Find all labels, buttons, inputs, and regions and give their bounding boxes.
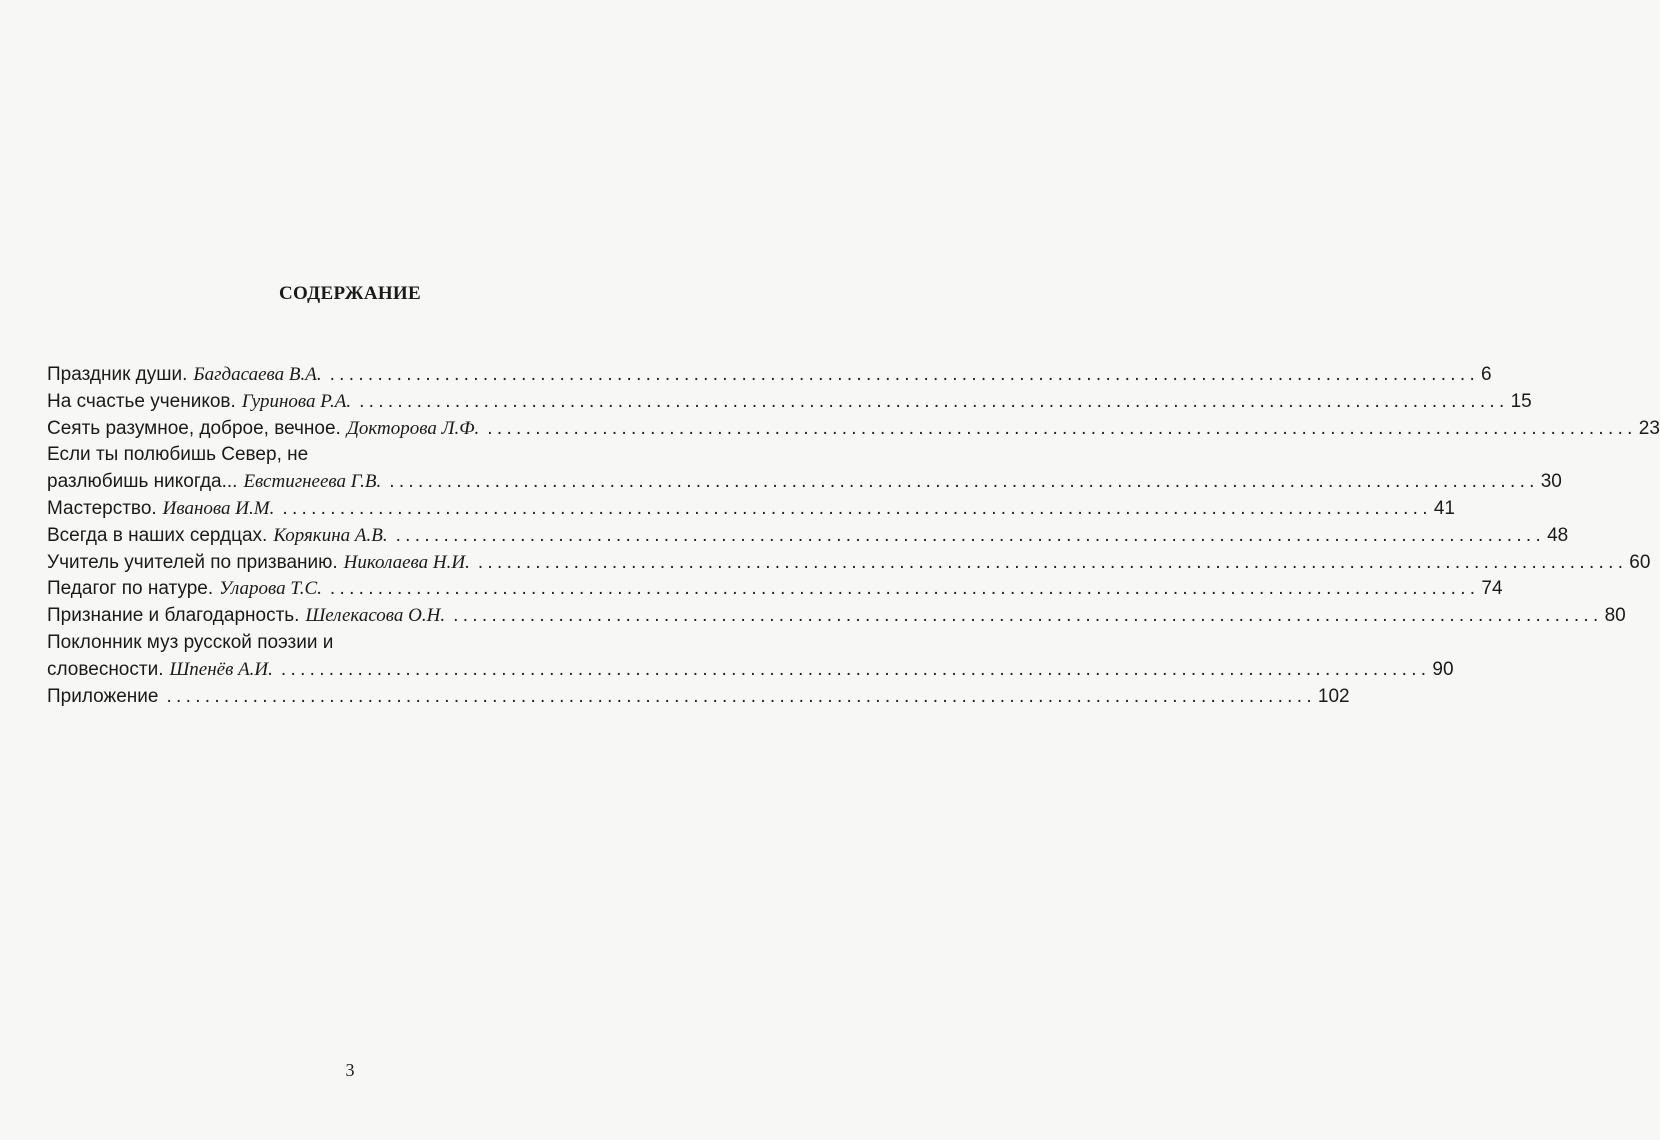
entry-author: Иванова И.М. bbox=[162, 497, 275, 519]
entry-author: Евстигнеева Г.В. bbox=[243, 471, 382, 493]
toc-entry bbox=[47, 362, 1492, 389]
dot-leader: ........................................................................................................................ bbox=[477, 551, 1628, 573]
entry-author: Гуринова Р.А. bbox=[241, 390, 352, 412]
toc-entry-first-line bbox=[47, 442, 657, 469]
entry-author: Шелекасова О.Н. bbox=[305, 605, 446, 627]
entry-page-number: 102 bbox=[1317, 685, 1350, 707]
entry-title: Признание и благодарность. bbox=[47, 605, 300, 627]
entry-page-number: 90 bbox=[1432, 658, 1454, 680]
entry-title: Праздник души. bbox=[47, 364, 188, 385]
dot-leader: ........................................................................................................................ bbox=[359, 390, 1509, 412]
entry-title: Педагог по натуре. bbox=[47, 578, 214, 600]
dot-leader: ........................................................................................................................ bbox=[487, 417, 1637, 439]
dot-leader: ........................................................................................................................ bbox=[329, 578, 1480, 600]
toc-entry-first-line bbox=[47, 630, 657, 657]
dot-leader: ........................................................................................................................ bbox=[395, 524, 1546, 546]
entry-author: Корякина А.В. bbox=[273, 524, 388, 546]
entry-author: Уларова Т.С. bbox=[219, 578, 322, 600]
toc-entry bbox=[47, 469, 1562, 496]
entry-title: Приложение bbox=[47, 685, 159, 707]
toc-entry bbox=[47, 389, 1532, 416]
dot-leader: ........................................................................................................................ bbox=[280, 658, 1431, 680]
entry-page-number: 48 bbox=[1547, 524, 1569, 546]
entry-page-number: 6 bbox=[1481, 364, 1492, 385]
dot-leader: ........................................................................................................................ bbox=[282, 497, 1432, 519]
entry-title: Сеять разумное, доброе, вечное. bbox=[47, 417, 341, 439]
entry-author: Багдасаева В.А. bbox=[193, 364, 322, 385]
entry-title: Всегда в наших сердцах. bbox=[47, 524, 268, 546]
entry-author: Докторова Л.Ф. bbox=[346, 417, 480, 439]
entry-title: словесности. bbox=[47, 658, 164, 680]
toc-entry bbox=[47, 576, 1503, 603]
toc-entry bbox=[47, 496, 1455, 523]
toc-entry bbox=[47, 550, 1651, 577]
entry-author: Шпенёв А.И. bbox=[169, 658, 273, 680]
entry-author: Николаева Н.И. bbox=[343, 551, 470, 573]
dot-leader: ........................................................................................................................ bbox=[453, 605, 1603, 627]
entry-title: Мастерство. bbox=[47, 497, 157, 519]
toc-entry bbox=[47, 523, 1569, 550]
entry-page-number: 15 bbox=[1510, 390, 1532, 412]
table-of-contents bbox=[47, 362, 1660, 710]
dot-leader: ........................................................................................................................ bbox=[166, 685, 1316, 707]
entry-title: Учитель учителей по призванию. bbox=[47, 551, 338, 573]
toc-entry bbox=[47, 603, 1626, 630]
toc-entry bbox=[47, 416, 1660, 443]
dot-leader: ........................................................................................................................ bbox=[389, 471, 1539, 493]
page-title: СОДЕРЖАНИЕ bbox=[279, 283, 421, 304]
entry-title-line1: Поклонник муз русской поэзии и bbox=[47, 631, 334, 653]
entry-page-number: 41 bbox=[1433, 497, 1455, 519]
entry-title-line1: Если ты полюбишь Север, не bbox=[47, 444, 309, 466]
entry-title: разлюбишь никогда... bbox=[47, 471, 238, 493]
toc-entry bbox=[47, 684, 1350, 711]
entry-page-number: 30 bbox=[1540, 471, 1562, 493]
entry-page-number: 60 bbox=[1629, 551, 1651, 573]
dot-leader: ........................................................................................................................ bbox=[329, 364, 1480, 385]
entry-page-number: 74 bbox=[1481, 578, 1503, 600]
entry-page-number: 80 bbox=[1604, 605, 1626, 627]
toc-entry bbox=[47, 657, 1454, 684]
entry-title: На счастье учеников. bbox=[47, 390, 236, 412]
entry-page-number: 23 bbox=[1638, 417, 1660, 439]
page-number: 3 bbox=[345, 1060, 355, 1080]
